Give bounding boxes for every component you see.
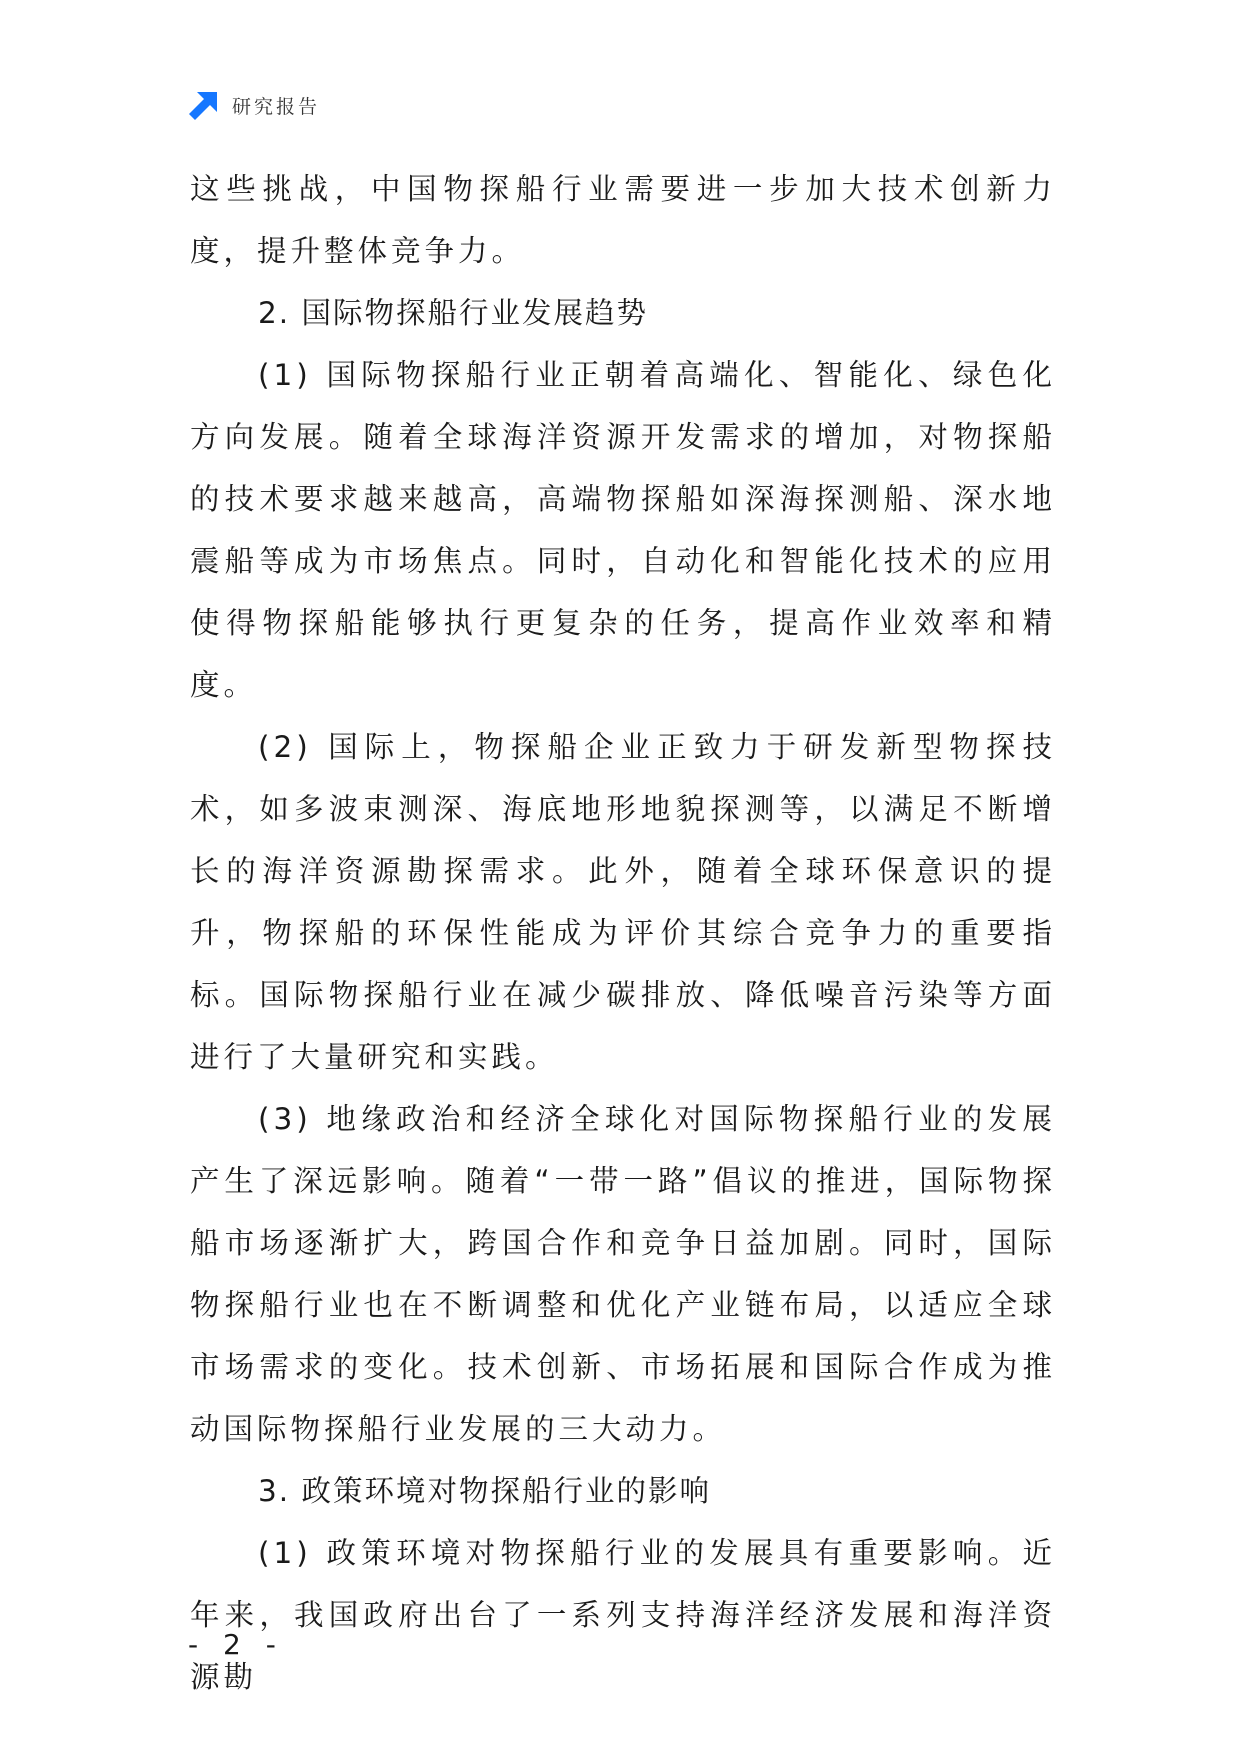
section-heading-3: 3. 政策环境对物探船行业的影响: [258, 1474, 712, 1508]
paragraph-1: (1) 国际物探船行业正朝着高端化、智能化、绿色化方向发展。随着全球海洋资源开发需求的增加，对物探船的技术要求越来越高，高端物探船如深海探测船、深水地震船等成为市场焦点。同时，自动化和智能化技术的应用使得物探船能够执行更复杂的任务，提高作业效率和精度。: [190, 358, 1056, 702]
paragraph-continued: 这些挑战，中国物探船行业需要进一步加大技术创新力度，提升整体竞争力。: [190, 172, 1056, 268]
paragraph-2: (2) 国际上，物探船企业正致力于研发新型物探技术，如多波束测深、海底地形地貌探测等，以满足不断增长的海洋资源勘探需求。此外，随着全球环保意识的提升，物探船的环保性能成为评价其综合竞争力的重要指标。国际物探船行业在减少碳排放、降低噪音污染等方面进行了大量研究和实践。: [190, 730, 1056, 1074]
arrow-up-right-icon: [188, 89, 220, 121]
paragraph-4: (1) 政策环境对物探船行业的发展具有重要影响。近年来，我国政府出台了一系列支持海洋经济发展和海洋资源勘: [190, 1536, 1056, 1694]
header-title: 研究报告: [232, 95, 321, 118]
paragraph-3: (3) 地缘政治和经济全球化对国际物探船行业的发展产生了深远影响。随着“一带一路”倡议的推进，国际物探船市场逐渐扩大，跨国合作和竞争日益加剧。同时，国际物探船行业也在不断调整和优化产业链布局，以适应全球市场需求的变化。技术创新、市场拓展和国际合作成为推动国际物探船行业发展的三大动力。: [190, 1102, 1056, 1446]
section-heading-2: 2. 国际物探船行业发展趋势: [258, 296, 649, 330]
document-body: [190, 158, 1056, 1708]
report-header: [188, 88, 320, 122]
page-number: - 2 -: [188, 1628, 284, 1661]
